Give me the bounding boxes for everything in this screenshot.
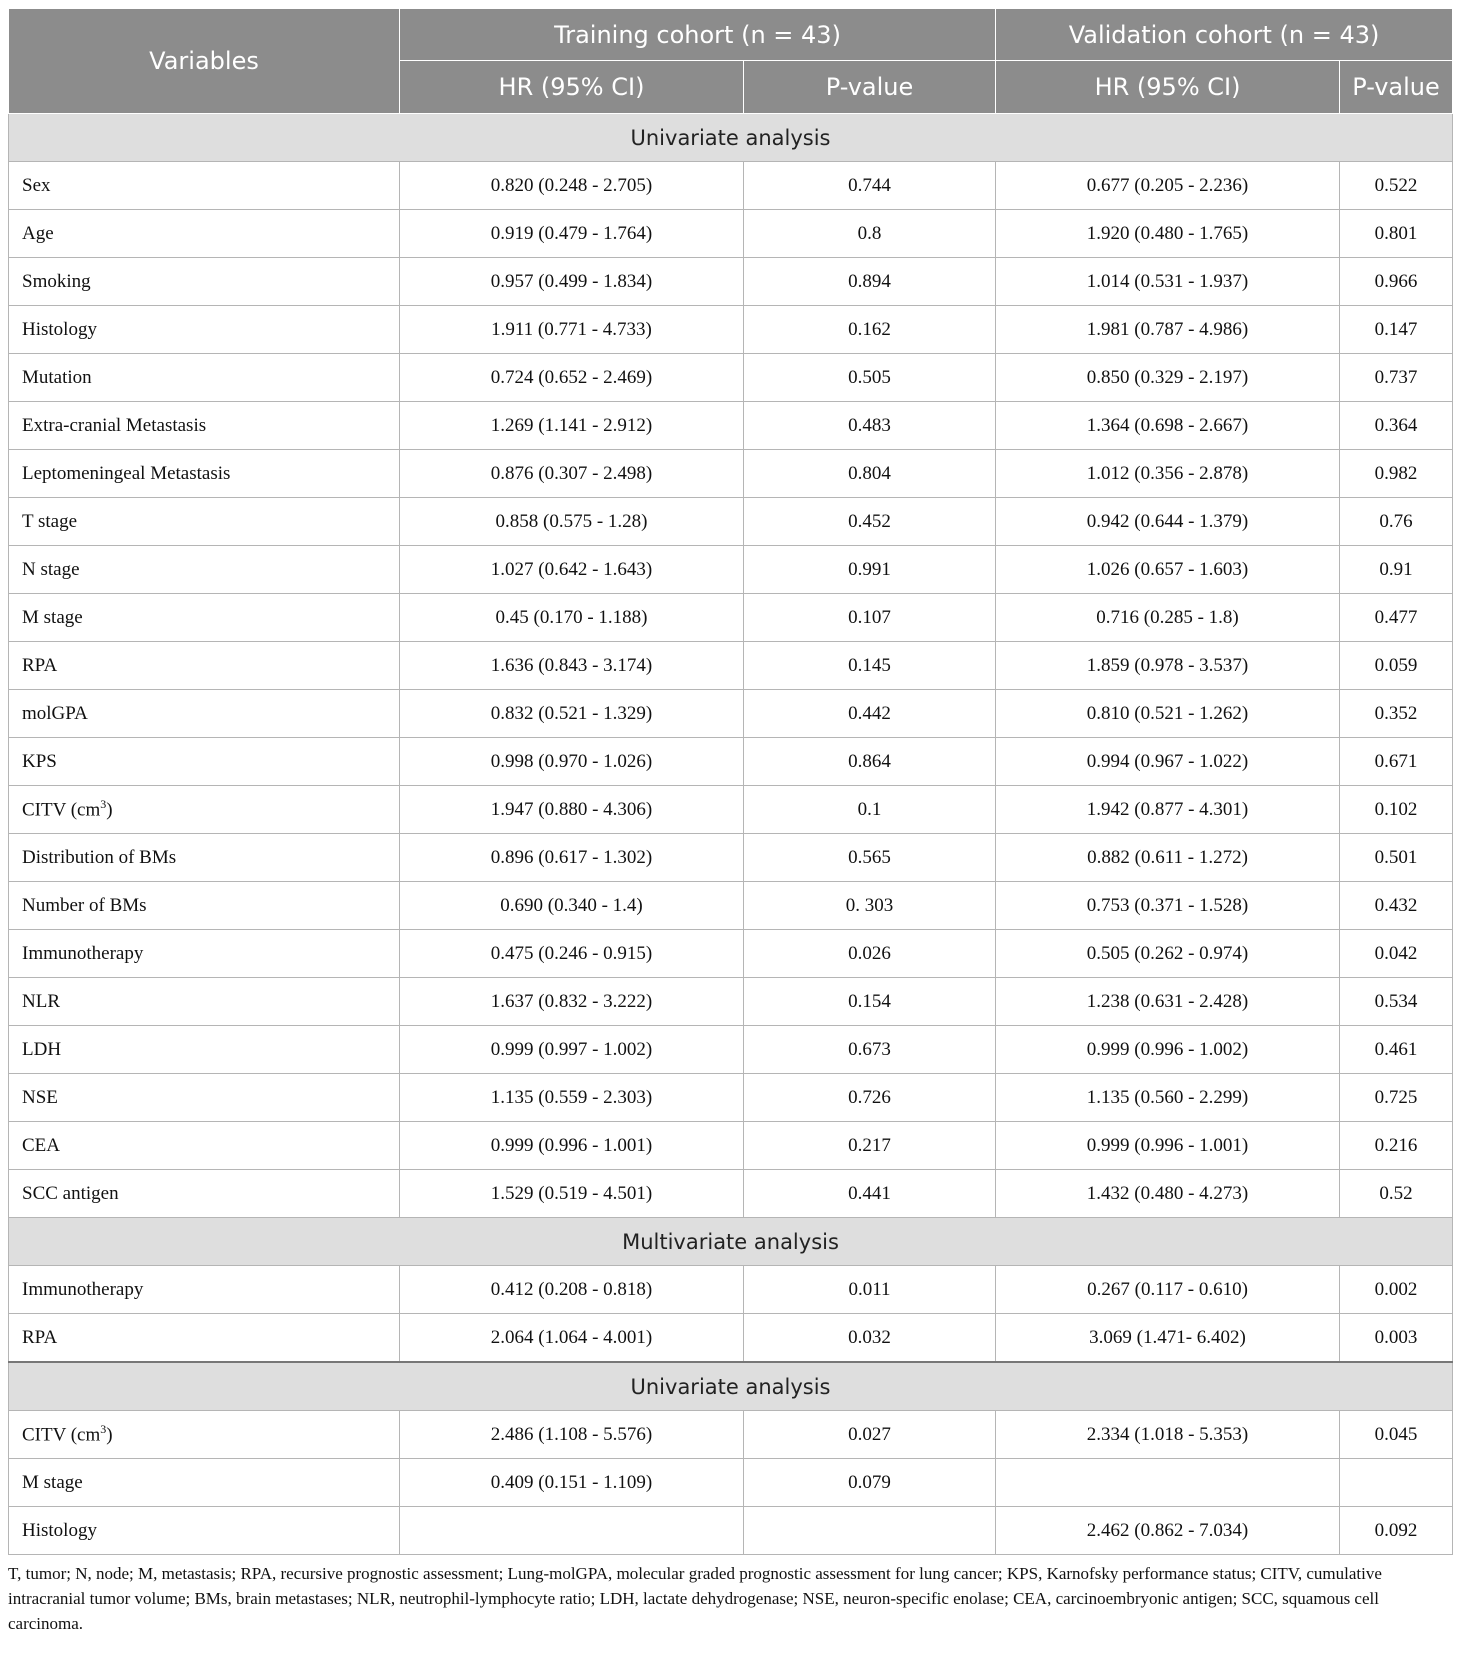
cell-training-hr: 0.690 (0.340 - 1.4) xyxy=(400,882,744,930)
cell-validation-pvalue: 0.147 xyxy=(1340,306,1453,354)
cell-validation-hr: 0.810 (0.521 - 1.262) xyxy=(996,690,1340,738)
hazard-ratio-table xyxy=(8,8,1453,1555)
cell-variable xyxy=(9,258,400,306)
table-row xyxy=(9,1122,1453,1170)
table-row xyxy=(9,1026,1453,1074)
table-row xyxy=(9,258,1453,306)
variable-name: NLR xyxy=(22,990,60,1012)
table-row xyxy=(9,882,1453,930)
cell-validation-hr: 1.012 (0.356 - 2.878) xyxy=(996,450,1340,498)
cell-training-hr: 0.919 (0.479 - 1.764) xyxy=(400,210,744,258)
variable-name: Immunotherapy xyxy=(22,1278,144,1300)
table-row xyxy=(9,1507,1453,1555)
table-row xyxy=(9,1459,1453,1507)
cell-training-hr: 0.475 (0.246 - 0.915) xyxy=(400,930,744,978)
cell-variable xyxy=(9,930,400,978)
table-row xyxy=(9,642,1453,690)
table-row xyxy=(9,1411,1453,1459)
cell-training-hr: 0.832 (0.521 - 1.329) xyxy=(400,690,744,738)
cell-variable xyxy=(9,498,400,546)
cell-variable xyxy=(9,1459,400,1507)
table-row xyxy=(9,930,1453,978)
cell-variable xyxy=(9,162,400,210)
variable-name: N stage xyxy=(22,558,80,580)
cell-variable xyxy=(9,306,400,354)
cell-variable xyxy=(9,834,400,882)
cell-validation-hr: 0.677 (0.205 - 2.236) xyxy=(996,162,1340,210)
cell-variable xyxy=(9,786,400,834)
header-validation-hr: HR (95% CI) xyxy=(996,61,1340,114)
cell-validation-hr: 1.981 (0.787 - 4.986) xyxy=(996,306,1340,354)
cell-variable xyxy=(9,690,400,738)
cell-validation-pvalue: 0.461 xyxy=(1340,1026,1453,1074)
cell-training-hr: 1.947 (0.880 - 4.306) xyxy=(400,786,744,834)
variable-name: M stage xyxy=(22,606,83,628)
cell-validation-pvalue: 0.042 xyxy=(1340,930,1453,978)
variable-name: KPS xyxy=(22,750,57,772)
table-row xyxy=(9,594,1453,642)
cell-validation-hr: 1.942 (0.877 - 4.301) xyxy=(996,786,1340,834)
cell-training-hr: 0.412 (0.208 - 0.818) xyxy=(400,1266,744,1314)
cell-training-pvalue: 0.991 xyxy=(744,546,996,594)
cell-training-pvalue xyxy=(744,1507,996,1555)
unit-superscript: 3 xyxy=(100,797,107,812)
cell-validation-pvalue: 0.102 xyxy=(1340,786,1453,834)
cell-training-pvalue: 0.505 xyxy=(744,354,996,402)
cell-training-pvalue: 0.107 xyxy=(744,594,996,642)
header-training-hr: HR (95% CI) xyxy=(400,61,744,114)
cell-validation-pvalue xyxy=(1340,1459,1453,1507)
cell-validation-pvalue: 0.522 xyxy=(1340,162,1453,210)
section-title: Univariate analysis xyxy=(9,114,1453,162)
table-row xyxy=(9,162,1453,210)
cell-validation-pvalue: 0.671 xyxy=(1340,738,1453,786)
cell-training-pvalue: 0.673 xyxy=(744,1026,996,1074)
cell-validation-pvalue: 0.52 xyxy=(1340,1170,1453,1218)
cell-variable xyxy=(9,402,400,450)
cell-validation-pvalue: 0.364 xyxy=(1340,402,1453,450)
cell-validation-pvalue: 0.045 xyxy=(1340,1411,1453,1459)
section-row xyxy=(9,1218,1453,1266)
cell-validation-hr: 0.942 (0.644 - 1.379) xyxy=(996,498,1340,546)
cell-variable xyxy=(9,210,400,258)
cell-validation-hr: 1.135 (0.560 - 2.299) xyxy=(996,1074,1340,1122)
cell-variable xyxy=(9,882,400,930)
cell-variable xyxy=(9,978,400,1026)
cell-training-pvalue: 0.565 xyxy=(744,834,996,882)
variable-name: LDH xyxy=(22,1038,62,1060)
section-row xyxy=(9,114,1453,162)
cell-validation-hr: 0.267 (0.117 - 0.610) xyxy=(996,1266,1340,1314)
variable-name: M stage xyxy=(22,1471,83,1493)
table-row xyxy=(9,402,1453,450)
table-row xyxy=(9,1074,1453,1122)
cell-training-pvalue: 0.442 xyxy=(744,690,996,738)
section-row xyxy=(9,1362,1453,1411)
cell-training-pvalue: 0.452 xyxy=(744,498,996,546)
cell-validation-pvalue: 0.352 xyxy=(1340,690,1453,738)
cell-validation-hr: 0.505 (0.262 - 0.974) xyxy=(996,930,1340,978)
cell-training-hr: 0.858 (0.575 - 1.28) xyxy=(400,498,744,546)
cell-validation-pvalue: 0.002 xyxy=(1340,1266,1453,1314)
cell-validation-hr: 1.014 (0.531 - 1.937) xyxy=(996,258,1340,306)
cell-validation-pvalue: 0.477 xyxy=(1340,594,1453,642)
cell-training-hr: 0.45 (0.170 - 1.188) xyxy=(400,594,744,642)
variable-name: NSE xyxy=(22,1086,58,1108)
header-validation-pvalue: P-value xyxy=(1340,61,1453,114)
cell-training-hr: 1.636 (0.843 - 3.174) xyxy=(400,642,744,690)
cell-training-hr: 0.999 (0.997 - 1.002) xyxy=(400,1026,744,1074)
cell-variable xyxy=(9,1411,400,1459)
cell-training-pvalue: 0.8 xyxy=(744,210,996,258)
cell-validation-hr: 0.994 (0.967 - 1.022) xyxy=(996,738,1340,786)
table-row xyxy=(9,1266,1453,1314)
cell-training-pvalue: 0.864 xyxy=(744,738,996,786)
variable-name: Immunotherapy xyxy=(22,942,144,964)
cell-validation-hr: 0.999 (0.996 - 1.001) xyxy=(996,1122,1340,1170)
header-training-cohort: Training cohort (n = 43) xyxy=(400,9,996,61)
cell-validation-pvalue: 0.725 xyxy=(1340,1074,1453,1122)
table-body xyxy=(9,114,1453,1555)
cell-validation-pvalue: 0.76 xyxy=(1340,498,1453,546)
cell-training-pvalue: 0.032 xyxy=(744,1314,996,1363)
table-row xyxy=(9,450,1453,498)
cell-variable xyxy=(9,1170,400,1218)
table-row xyxy=(9,1314,1453,1363)
variable-name: Smoking xyxy=(22,270,91,292)
cell-validation-hr: 0.999 (0.996 - 1.002) xyxy=(996,1026,1340,1074)
cell-validation-pvalue: 0.501 xyxy=(1340,834,1453,882)
cell-variable xyxy=(9,354,400,402)
variable-name: Histology xyxy=(22,1519,97,1541)
cell-training-hr: 1.135 (0.559 - 2.303) xyxy=(400,1074,744,1122)
cell-training-hr: 2.486 (1.108 - 5.576) xyxy=(400,1411,744,1459)
variable-name: Sex xyxy=(22,174,51,196)
cell-training-hr: 1.637 (0.832 - 3.222) xyxy=(400,978,744,1026)
table-container xyxy=(8,8,1452,1636)
variable-name: RPA xyxy=(22,1326,58,1348)
cell-validation-pvalue: 0.534 xyxy=(1340,978,1453,1026)
variable-name: RPA xyxy=(22,654,58,676)
cell-training-pvalue: 0.011 xyxy=(744,1266,996,1314)
cell-validation-pvalue: 0.216 xyxy=(1340,1122,1453,1170)
cell-training-hr: 0.876 (0.307 - 2.498) xyxy=(400,450,744,498)
cell-training-pvalue: 0.026 xyxy=(744,930,996,978)
cell-training-hr xyxy=(400,1507,744,1555)
section-title: Multivariate analysis xyxy=(9,1218,1453,1266)
cell-variable xyxy=(9,450,400,498)
cell-validation-hr: 1.026 (0.657 - 1.603) xyxy=(996,546,1340,594)
cell-validation-hr: 1.432 (0.480 - 4.273) xyxy=(996,1170,1340,1218)
cell-validation-hr: 1.364 (0.698 - 2.667) xyxy=(996,402,1340,450)
section-title: Univariate analysis xyxy=(9,1362,1453,1411)
cell-variable xyxy=(9,1507,400,1555)
cell-validation-hr: 2.334 (1.018 - 5.353) xyxy=(996,1411,1340,1459)
cell-training-hr: 0.998 (0.970 - 1.026) xyxy=(400,738,744,786)
variable-name: molGPA xyxy=(22,702,88,724)
cell-validation-pvalue: 0.432 xyxy=(1340,882,1453,930)
cell-variable xyxy=(9,546,400,594)
table-row xyxy=(9,354,1453,402)
variable-name: SCC antigen xyxy=(22,1182,119,1204)
table-footnote: T, tumor; N, node; M, metastasis; RPA, recursive prognostic assessment; Lung-molGPA, molecular graded prognostic assessment for lung cancer; KPS, Karnofsky performance status; CITV, cumulative intracranial tumor volume; BMs, brain metastases; NLR, neutrophil-lymphocyte ratio; LDH, lactate dehydrogenase; NSE, neuron-specific enolase; CEA, carcinoembryonic antigen; SCC, squamous cell carcinoma. xyxy=(8,1564,1382,1633)
table-row xyxy=(9,738,1453,786)
cell-training-hr: 1.911 (0.771 - 4.733) xyxy=(400,306,744,354)
cell-training-pvalue: 0.483 xyxy=(744,402,996,450)
cell-training-hr: 2.064 (1.064 - 4.001) xyxy=(400,1314,744,1363)
cell-training-pvalue: 0.027 xyxy=(744,1411,996,1459)
cell-validation-hr: 1.920 (0.480 - 1.765) xyxy=(996,210,1340,258)
cell-validation-hr: 0.882 (0.611 - 1.272) xyxy=(996,834,1340,882)
cell-training-pvalue: 0. 303 xyxy=(744,882,996,930)
header-variables: Variables xyxy=(9,9,400,114)
variable-name: CITV (cm xyxy=(22,1424,101,1446)
cell-variable xyxy=(9,1266,400,1314)
cell-validation-hr: 1.859 (0.978 - 3.537) xyxy=(996,642,1340,690)
cell-training-hr: 1.027 (0.642 - 1.643) xyxy=(400,546,744,594)
variable-suffix: ) xyxy=(106,799,113,821)
table-row xyxy=(9,498,1453,546)
variable-name: T stage xyxy=(22,510,78,532)
cell-training-pvalue: 0.162 xyxy=(744,306,996,354)
cell-validation-pvalue: 0.91 xyxy=(1340,546,1453,594)
cell-validation-hr xyxy=(996,1459,1340,1507)
variable-name: CEA xyxy=(22,1134,60,1156)
variable-name: Leptomeningeal Metastasis xyxy=(22,462,231,484)
variable-name: Histology xyxy=(22,318,97,340)
cell-validation-pvalue: 0.092 xyxy=(1340,1507,1453,1555)
cell-training-hr: 0.896 (0.617 - 1.302) xyxy=(400,834,744,882)
cell-validation-hr: 3.069 (1.471- 6.402) xyxy=(996,1314,1340,1363)
cell-training-pvalue: 0.726 xyxy=(744,1074,996,1122)
cell-training-hr: 0.820 (0.248 - 2.705) xyxy=(400,162,744,210)
table-row xyxy=(9,546,1453,594)
cell-variable xyxy=(9,642,400,690)
variable-suffix: ) xyxy=(106,1424,113,1446)
cell-training-hr: 0.724 (0.652 - 2.469) xyxy=(400,354,744,402)
cell-training-pvalue: 0.217 xyxy=(744,1122,996,1170)
table-row xyxy=(9,690,1453,738)
table-row xyxy=(9,834,1453,882)
cell-training-pvalue: 0.894 xyxy=(744,258,996,306)
cell-training-pvalue: 0.154 xyxy=(744,978,996,1026)
cell-validation-pvalue: 0.801 xyxy=(1340,210,1453,258)
cell-training-hr: 0.409 (0.151 - 1.109) xyxy=(400,1459,744,1507)
cell-training-pvalue: 0.804 xyxy=(744,450,996,498)
cell-validation-hr: 0.753 (0.371 - 1.528) xyxy=(996,882,1340,930)
table-row xyxy=(9,978,1453,1026)
table-row xyxy=(9,306,1453,354)
cell-validation-hr: 0.850 (0.329 - 2.197) xyxy=(996,354,1340,402)
cell-variable xyxy=(9,1122,400,1170)
cell-training-hr: 0.957 (0.499 - 1.834) xyxy=(400,258,744,306)
cell-validation-pvalue: 0.003 xyxy=(1340,1314,1453,1363)
cell-training-pvalue: 0.079 xyxy=(744,1459,996,1507)
cell-training-pvalue: 0.744 xyxy=(744,162,996,210)
unit-superscript: 3 xyxy=(100,1422,107,1437)
variable-name: Distribution of BMs xyxy=(22,846,177,868)
cell-variable xyxy=(9,1074,400,1122)
cell-variable xyxy=(9,1026,400,1074)
cell-validation-pvalue: 0.982 xyxy=(1340,450,1453,498)
variable-name: Extra-cranial Metastasis xyxy=(22,414,207,436)
cell-validation-hr: 0.716 (0.285 - 1.8) xyxy=(996,594,1340,642)
cell-validation-hr: 2.462 (0.862 - 7.034) xyxy=(996,1507,1340,1555)
table-row xyxy=(9,1170,1453,1218)
table-row xyxy=(9,786,1453,834)
header-training-pvalue: P-value xyxy=(744,61,996,114)
cell-training-hr: 1.529 (0.519 - 4.501) xyxy=(400,1170,744,1218)
variable-name: Number of BMs xyxy=(22,894,147,916)
cell-variable xyxy=(9,1314,400,1363)
header-validation-cohort: Validation cohort (n = 43) xyxy=(996,9,1453,61)
cell-training-hr: 1.269 (1.141 - 2.912) xyxy=(400,402,744,450)
cell-variable xyxy=(9,738,400,786)
cell-training-pvalue: 0.441 xyxy=(744,1170,996,1218)
cell-validation-pvalue: 0.737 xyxy=(1340,354,1453,402)
variable-name: Age xyxy=(22,222,54,244)
table-header xyxy=(9,9,1453,114)
cell-validation-hr: 1.238 (0.631 - 2.428) xyxy=(996,978,1340,1026)
table-row xyxy=(9,210,1453,258)
cell-training-pvalue: 0.145 xyxy=(744,642,996,690)
variable-name: CITV (cm xyxy=(22,799,101,821)
variable-name: Mutation xyxy=(22,366,92,388)
cell-validation-pvalue: 0.059 xyxy=(1340,642,1453,690)
cell-training-pvalue: 0.1 xyxy=(744,786,996,834)
cell-validation-pvalue: 0.966 xyxy=(1340,258,1453,306)
cell-variable xyxy=(9,594,400,642)
cell-training-hr: 0.999 (0.996 - 1.001) xyxy=(400,1122,744,1170)
